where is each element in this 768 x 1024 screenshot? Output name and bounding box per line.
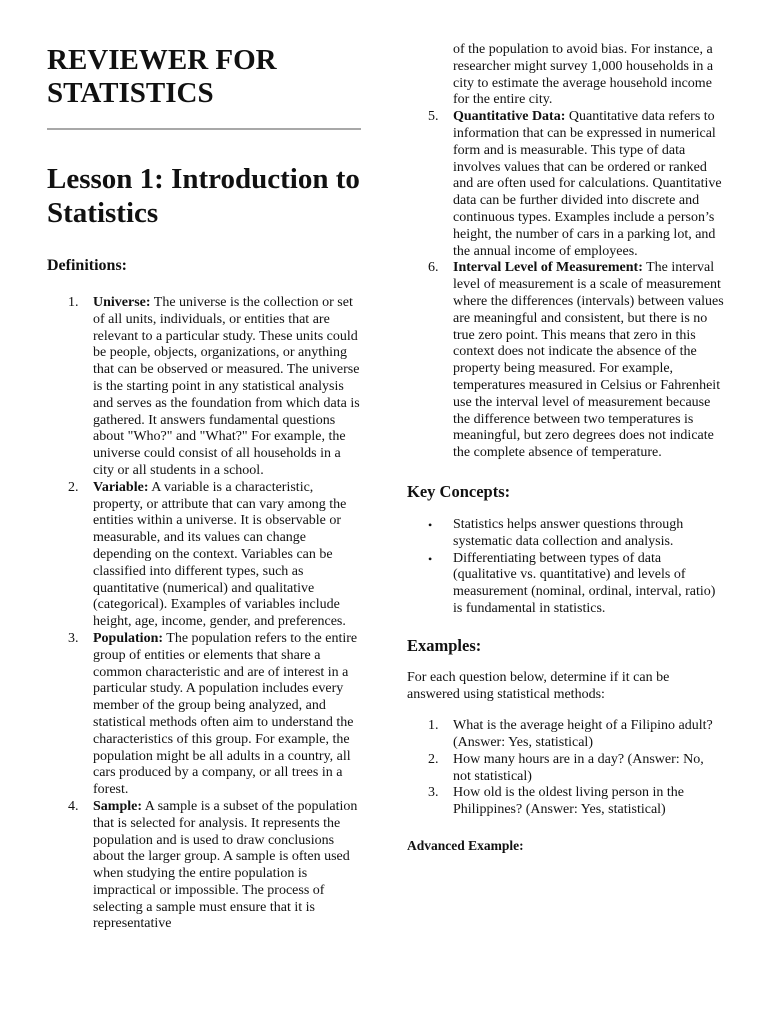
list-number: 2. [428,751,439,767]
list-number: 3. [428,785,439,801]
definition-text: A sample is a subset of the population that is selected for analysis. It represents the population and is used to draw conclusions about the larger group. A sample is often used when studying the entire population is impractical or impossible. The process of selecting a sample must ensure that it is representative [93,798,358,932]
definition-item-interval-level [407,260,725,462]
examples-intro: For each question below, determine if it can be answered using statistical methods: [407,669,670,702]
list-number: 1. [68,295,79,310]
definition-term: Universe: [93,295,151,310]
document-title: REVIEWER FOR STATISTICS [47,44,277,109]
list-number: 4. [68,798,79,814]
right-column [407,0,725,854]
advanced-example-heading: Advanced Example: [407,838,524,854]
definition-item-quantitative-data [407,109,725,260]
list-number: 6. [428,260,439,276]
example-item [407,752,725,786]
definition-item-sample [47,799,363,933]
example-text: How old is the oldest living person in the Philippines? (Answer: Yes, statistical) [453,785,684,818]
example-item [407,785,725,819]
key-concept-item [407,517,725,551]
example-text: How many hours are in a day? (Answer: No, not statistical) [453,751,704,784]
key-concept-text: Statistics helps answer questions through systematic data collection and analysis. [453,516,684,549]
title-divider [47,128,361,130]
definitions-heading: Definitions: [47,257,127,274]
definition-text: The population refers to the entire group of entities or elements that share a common characteristic and are of interest in a particular study. A population includes every member of the group being analyzed, and statistical methods often aim to understand the characteristics of this group. For example, the population might be all adults in a country, all cars produced by a company, or all trees in a forest. [93,630,358,798]
list-number: 1. [428,718,439,734]
definition-text: The interval level of measurement is a scale of measurement where the differences (intervals) between values are meaningful and consistent, but there is no true zero point. This means that zero in this context does not indicate the absence of the property being measured. For example, temperatures measured in Celsius or Fahrenheit use the interval level of measurement because the difference between two temperatures is meaningful, but zero degrees does not indicate the complete absence of temperature. [453,260,724,461]
definition-term: Sample: [93,798,142,814]
bullet-icon: • [428,517,433,532]
definition-text: Quantitative data refers to information that can be expressed in numerical form and is measurable. This type of data involves values that can be ordered or ranked and are often used for calculations. Quantitative data can be further divided into discrete and continuous types. Examples include a person’s height, the number of cars in a parking lot, and the annual income of employees. [453,109,722,259]
definition-item-population [47,631,363,799]
definition-term: Quantitative Data: [453,109,566,125]
examples-heading: Examples: [407,635,482,655]
key-concept-text: Differentiating between types of data (qualitative vs. quantitative) and levels of measurement (nominal, ordinal, interval, ratio) is fundamental in statistics. [453,550,716,616]
definition-sample-continuation: of the population to avoid bias. For instance, a researcher might survey 1,000 households in a city to estimate the average household income for the entire city. [453,42,714,108]
example-item [407,718,725,752]
definition-term: Population: [93,630,164,646]
definitions-list [47,295,363,933]
definition-item-universe [47,295,363,480]
definition-item-variable [47,480,363,631]
key-concepts-heading: Key Concepts: [407,481,511,501]
bullet-icon: • [428,551,433,566]
list-number: 3. [68,630,79,646]
lesson-title: Lesson 1: Introduction to Statistics [47,163,360,229]
definition-text: A variable is a characteristic, property, or attribute that can vary among the entities within a universe. It is observable or measurable, and its values can change depending on the context. Variables can be classified into different types, such as quantitative (numerical) and qualitative (categorical). Examples of variables include height, age, income, gender, and preferences. [93,479,347,630]
list-number: 2. [68,479,79,495]
examples-list [407,718,725,819]
example-text: What is the average height of a Filipino adult? (Answer: Yes, statistical) [453,718,713,751]
definitions-list-continued [407,109,725,462]
definition-term: Variable: [93,479,149,495]
key-concepts-list [407,517,725,618]
key-concept-item [407,551,725,618]
left-column [47,0,363,933]
definition-term: Interval Level of Measurement: [453,260,643,276]
list-number: 5. [428,109,439,125]
definition-text: The universe is the collection or set of all units, individuals, or entities that are relevant to a particular study. These units could be people, objects, organizations, or anything that can be observed or measured. The universe is the starting point in any statistical analysis and serves as the foundation from which data is gathered. It answers fundamental questions about "Who?" and "What?" For example, the universe could consist of all households in a city or all students in a school. [93,295,360,478]
